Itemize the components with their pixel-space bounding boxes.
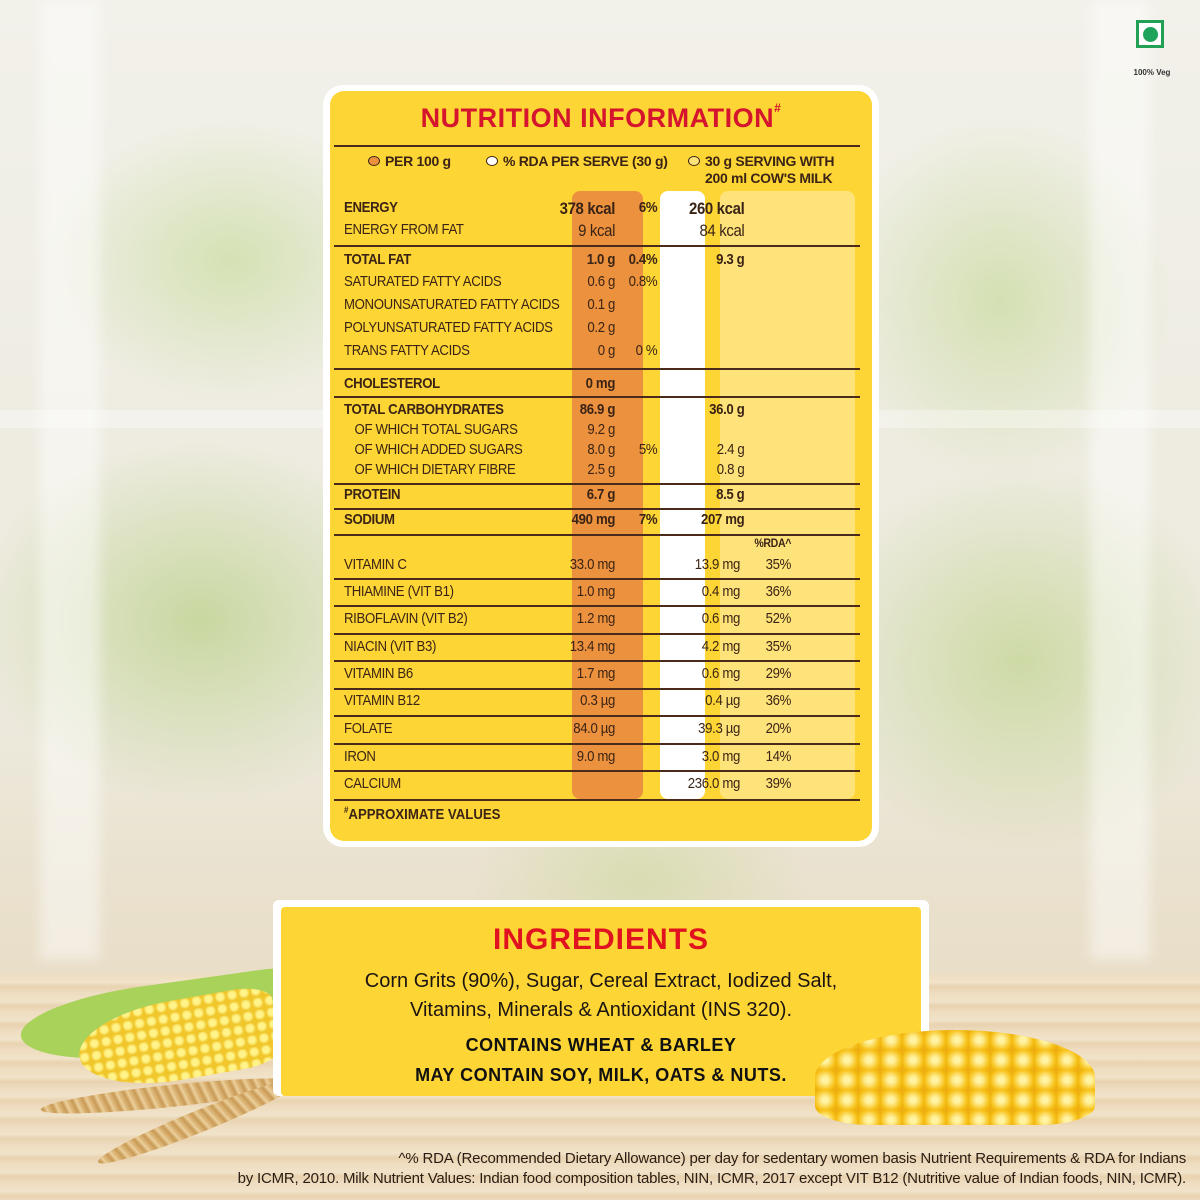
rda-disclaimer: ^% RDA (Recommended Dietary Allowance) per day for sedentary women basis Nutrient Requirements & RDA for Indians by ICMR, 2010. Milk Nutrient Values: Indian food composition tables, NIN, ICMR, 2017 except VIT B12 (Nutritive value of Indian foods, NIN, ICMR). (237, 1150, 1186, 1187)
divider (334, 799, 860, 801)
allergen-may-contain: MAY CONTAIN SOY, MILK, OATS & NUTS. (415, 1065, 787, 1085)
corn-kernels-image (815, 1030, 1095, 1125)
allergen-contains: CONTAINS WHEAT & BARLEY (465, 1035, 737, 1055)
divider (334, 660, 860, 662)
veg-dot-icon (1143, 27, 1158, 42)
divider (334, 605, 860, 607)
ingredients-line-1: Corn Grits (90%), Sugar, Cereal Extract, Iodized Salt, (364, 970, 838, 992)
divider (334, 145, 860, 147)
veg-mark-icon (1136, 20, 1164, 48)
divider (334, 715, 860, 717)
window-pillar-right (1090, 0, 1150, 960)
divider (334, 688, 860, 690)
approx-values-note: #APPROXIMATE VALUES (344, 805, 501, 823)
white-dot-icon (486, 156, 498, 166)
divider (334, 633, 860, 635)
legend-per100: PER 100 g (368, 153, 451, 169)
nutrition-card: NUTRITION INFORMATION# PER 100 g % RDA PER SERVE (30 g) 30 g SERVING WITH 200 ml COW'S MILK ENERGY 378 kcal 6% 260 kcal ENERGY FROM FAT 9 kcal 84 kcal TOTAL FAT 1.0 g 0.4% 9.3 g SATURATED FATTY ACIDS 0.6 g 0.8% MONOUNSATURATED FATTY ACIDS 0.1 g POLYUNSATURATED FATTY ACIDS 0.2 g TRANS FATTY ACIDS 0 g 0 % CHOLESTEROL 0 mg TOTAL CARBOHYDRATES 86.9 g 36.0 g OF WHICH TOTAL SUGARS 9.2 g OF WHICH ADDED SUGARS 8.0 g 5% 2.4 g OF WHICH DIETARY FIBRE 2.5 g 0.8 g PROTEIN 6.7 g 8.5 g SODIUM 490 mg 7% 207 mg %RDA^ VITAMIN C 33.0 mg 13.9 mg 35% THIAMINE (VIT B1) 1.0 mg 0.4 mg 36% RIBOFLAVIN (VIT B2) 1.2 mg 0.6 mg 52% NIACIN (VIT B3) 13.4 mg 4.2 mg 35% VITAMIN B6 1.7 mg 0.6 mg 29% VITAMIN B12 0.3 µg 0.4 µg 36% FOLATE 84.0 µg 39.3 µg 20% IRON 9.0 mg 3.0 mg 14% CALCIUM 236.0 mg 39% #APPROXIMATE VALUES (330, 91, 872, 841)
window-pillar-left (40, 0, 100, 960)
divider (334, 578, 860, 580)
divider (334, 396, 860, 398)
light-dot-icon (688, 156, 700, 166)
divider (334, 743, 860, 745)
divider (334, 508, 860, 510)
ingredients-line-2: Vitamins, Minerals & Antioxidant (INS 320). (409, 999, 793, 1021)
divider (334, 770, 860, 772)
ingredients-title: INGREDIENTS (492, 923, 710, 956)
legend-rda: % RDA PER SERVE (30 g) (486, 153, 668, 169)
veg-label: 100% Veg (1133, 68, 1171, 77)
orange-dot-icon (368, 156, 380, 166)
nutrition-title: NUTRITION INFORMATION# (420, 101, 782, 133)
rda-column (660, 191, 705, 799)
divider (334, 368, 860, 370)
legend-serving: 30 g SERVING WITH 200 ml COW'S MILK (688, 153, 834, 187)
divider (334, 245, 860, 247)
divider (334, 483, 860, 485)
